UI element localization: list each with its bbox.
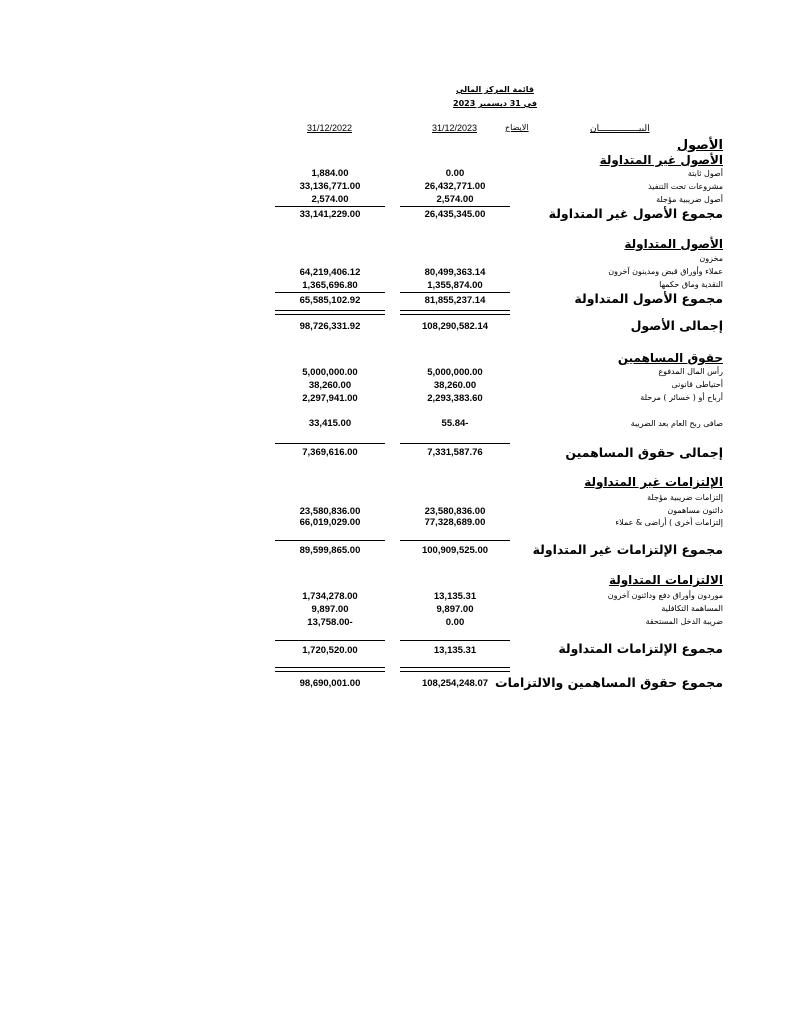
total-previous: 1,720,520.00 — [302, 645, 358, 656]
row-label: أحتياطى قانونى — [671, 380, 723, 389]
current-liabilities-heading: الالتزامات المتداولة — [608, 573, 723, 587]
value-previous: 1,734,278.00 — [302, 591, 358, 602]
total-label: مجموع الإلتزامات المتداولة — [558, 641, 723, 656]
grand-total-liabilities-previous: 98,690,001.00 — [299, 678, 361, 689]
subtotal-rule — [275, 640, 385, 641]
total-current: 26,435,345.00 — [424, 209, 486, 220]
subtotal-rule — [400, 443, 510, 444]
total-rule — [400, 314, 510, 315]
total-label: مجموع الإلتزامات غير المتداولة — [532, 542, 723, 557]
value-current: 26,432,771.00 — [424, 181, 486, 192]
total-previous: 89,599,865.00 — [299, 545, 361, 556]
column-previous-year: 31/12/2022 — [307, 123, 353, 133]
total-rule — [275, 310, 385, 311]
subtotal-rule — [400, 206, 510, 207]
value-previous: 1,365,696.80 — [302, 280, 358, 291]
row-label: أصول ثابتة — [687, 169, 723, 178]
column-statement: البيـــــــــــــــان — [590, 123, 650, 133]
total-rule — [275, 667, 385, 668]
grand-total-assets-current: 108,290,582.14 — [421, 321, 489, 332]
total-equity-label: إجمالى حقوق المساهمين — [565, 445, 723, 460]
row-label: دائنون مساهمون — [667, 506, 723, 515]
total-label: مجموع الأصول غير المتداولة — [548, 206, 723, 221]
noncurrent-liabilities-heading: الإلتزامات غير المتداولة — [584, 475, 723, 489]
subtotal-rule — [275, 206, 385, 207]
row-label: عملاء وأوراق قبض ومدينون آخرون — [608, 267, 723, 276]
total-rule — [400, 310, 510, 311]
total-current: 13,135.31 — [433, 645, 477, 656]
value-previous: 64,219,406.12 — [299, 267, 361, 278]
current-assets-heading: الأصول المتداولة — [624, 237, 723, 251]
row-label: مشروعات تحت التنفيذ — [648, 182, 723, 191]
grand-total-assets-previous: 98,726,331.92 — [299, 321, 361, 332]
value-current: 2,574.00 — [436, 194, 474, 205]
value-previous: 33,136,771.00 — [299, 181, 361, 192]
row-label: إلتزامات أخرى ) أراضى & عملاء — [615, 518, 723, 527]
subtotal-rule — [400, 540, 510, 541]
total-previous: 65,585,102.92 — [299, 295, 361, 306]
total-label: مجموع الأصول المتداولة — [574, 291, 723, 306]
value-previous: 5,000,000.00 — [302, 367, 358, 378]
statement-date: في 31 ديسمبر 2023 — [453, 99, 537, 108]
row-label: صافى ربح العام بعد الضريبة — [630, 419, 723, 428]
value-current: 0.00 — [445, 168, 465, 179]
row-label: أرباح أو ( خسائر ) مرحلة — [640, 393, 723, 402]
value-previous: 2,297,941.00 — [302, 393, 358, 404]
value-previous: 23,580,836.00 — [299, 506, 361, 517]
value-previous: 2,574.00 — [311, 194, 349, 205]
grand-total-liabilities-current: 108,254,248.07 — [421, 678, 489, 689]
value-previous: 13,758.00- — [307, 617, 353, 628]
subtotal-rule — [400, 292, 510, 293]
value-current: 9,897.00 — [436, 604, 474, 615]
subtotal-rule — [275, 443, 385, 444]
subtotal-rule — [400, 640, 510, 641]
row-label: رأس المال المدفوع — [658, 367, 723, 376]
value-current: 5,000,000.00 — [427, 367, 483, 378]
row-label: إلتزامات ضريبية مؤجلة — [647, 493, 723, 502]
value-current: 38,260.00 — [433, 380, 477, 391]
row-label: مخزون — [699, 254, 723, 263]
total-previous: 7,369,616.00 — [302, 447, 358, 458]
subtotal-rule — [275, 540, 385, 541]
row-label: النقدية وماق حكمها — [659, 280, 723, 289]
row-label: المساهمة التكافلية — [661, 604, 723, 613]
total-current: 100,909,525.00 — [421, 545, 489, 556]
total-current: 81,855,237.14 — [424, 295, 486, 306]
value-current: 80,499,363.14 — [424, 267, 486, 278]
value-current: 55.84- — [441, 418, 469, 429]
subtotal-rule — [275, 292, 385, 293]
value-current: 2,293,383.60 — [427, 393, 483, 404]
value-current: 23,580,836.00 — [424, 506, 486, 517]
value-current: 1,355,874.00 — [427, 280, 483, 291]
value-current: 13,135.31 — [433, 591, 477, 602]
total-rule — [275, 671, 385, 672]
value-previous: 38,260.00 — [308, 380, 352, 391]
total-rule — [400, 671, 510, 672]
row-label: أصول ضريبية مؤجلة — [656, 195, 723, 204]
total-rule — [400, 667, 510, 668]
value-previous: 1,884.00 — [311, 168, 349, 179]
grand-total-assets-label: إجمالى الأصول — [630, 318, 723, 333]
total-previous: 33,141,229.00 — [299, 209, 361, 220]
total-current: 7,331,587.76 — [427, 447, 483, 458]
value-previous: 9,897.00 — [311, 604, 349, 615]
total-rule — [275, 314, 385, 315]
value-previous: 33,415.00 — [308, 418, 352, 429]
value-previous: 66,019,029.00 — [299, 517, 361, 528]
statement-title: قائمة المركز المالي — [456, 85, 534, 94]
column-note: الايضاح — [505, 123, 529, 132]
equity-heading: حقوق المساهمين — [617, 351, 723, 365]
assets-heading: الأصول — [676, 138, 723, 153]
row-label: ضريبة الدخل المستحقة — [645, 617, 723, 626]
row-label: موردون وأوراق دفع ودائنون آخرون — [607, 591, 723, 600]
value-current: 0.00 — [445, 617, 465, 628]
value-current: 77,328,689.00 — [424, 517, 486, 528]
noncurrent-assets-heading: الأصول غير المتداولة — [599, 153, 723, 167]
column-current-year: 31/12/2023 — [432, 123, 478, 133]
grand-total-liabilities-label: مجموع حقوق المساهمين والالتزامات — [495, 675, 723, 690]
